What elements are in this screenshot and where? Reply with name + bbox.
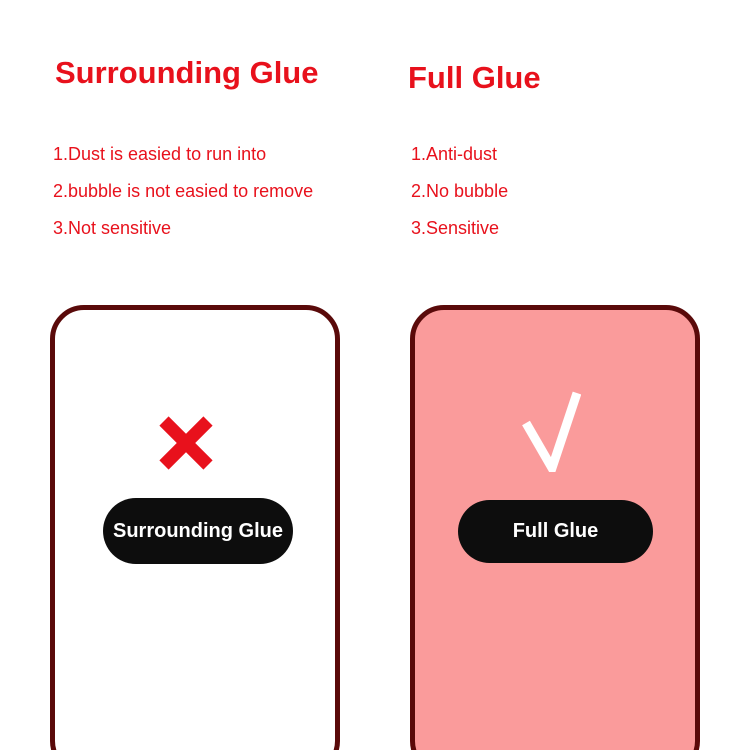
cross-icon — [158, 415, 214, 471]
surrounding-glue-pill-label: Surrounding Glue — [113, 519, 283, 542]
surrounding-glue-heading: Surrounding Glue — [55, 55, 319, 90]
check-icon — [521, 388, 581, 472]
full-glue-point-1: 1.Anti-dust — [411, 144, 498, 164]
full-glue-pill-label: Full Glue — [512, 520, 599, 542]
surrounding-glue-point-1: 1.Dust is easied to run into — [53, 144, 267, 164]
surrounding-glue-pill — [103, 498, 293, 564]
full-glue-point-2: 2.No bubble — [411, 181, 509, 201]
surrounding-glue-point-2: 2.bubble is not easied to remove — [53, 181, 314, 201]
full-glue-pill — [458, 500, 653, 563]
full-glue-point-3: 3.Sensitive — [411, 218, 500, 238]
full-glue-heading: Full Glue — [408, 60, 541, 95]
surrounding-glue-point-3: 3.Not sensitive — [53, 218, 172, 238]
